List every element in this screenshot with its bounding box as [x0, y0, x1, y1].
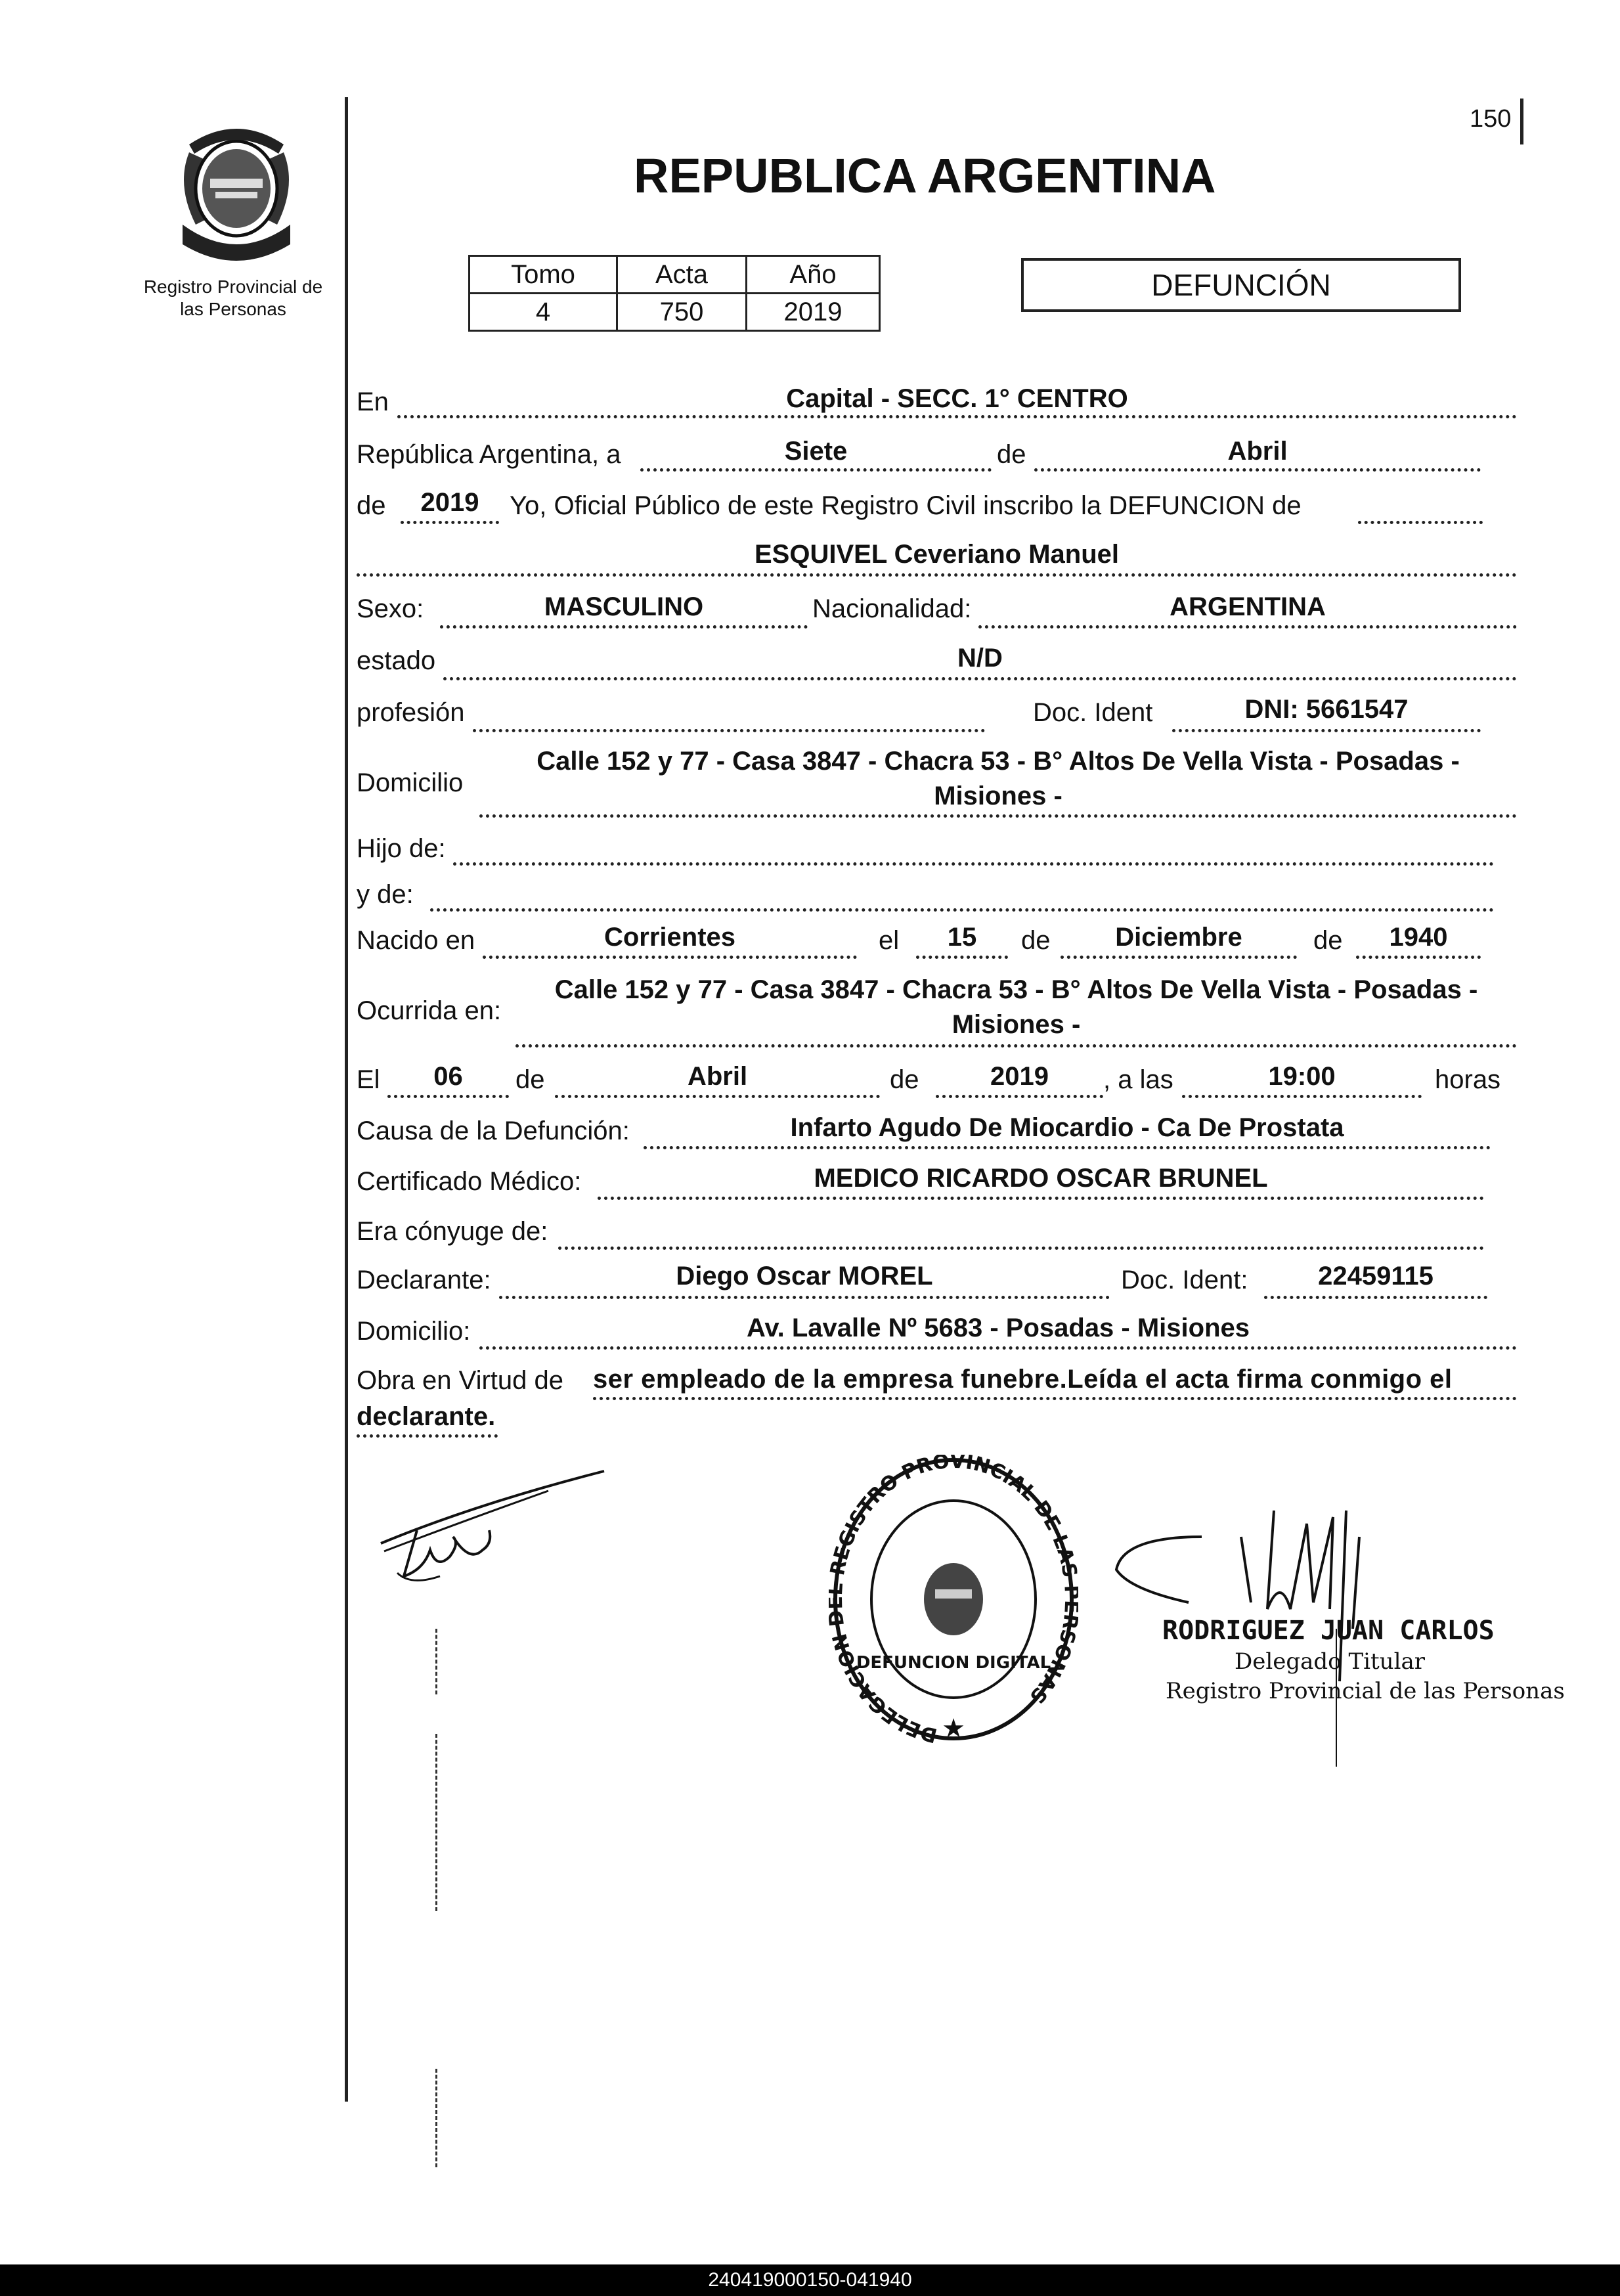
ocurrida-line2: Misiones -: [952, 1010, 1081, 1039]
dotted-line: [555, 1095, 880, 1098]
dotted-line: [430, 908, 1494, 912]
day-word-value: Siete: [784, 437, 848, 466]
label-de: de: [357, 491, 386, 520]
dotted-line: [443, 677, 1517, 680]
declarant-signature: [378, 1465, 614, 1596]
stamp-ring-text: DELEGACION EGISTRO PROVINCIAL DE LA SONAS: [829, 1455, 1078, 1747]
birth-place-value: Corrientes: [603, 923, 736, 952]
obra-line2: declarante.: [357, 1402, 496, 1431]
declarante-domicilio-value: Av. Lavalle Nº 5683 - Posadas - Misiones: [746, 1314, 1250, 1342]
dotted-line: [357, 1434, 498, 1438]
death-year-value: 2019: [990, 1062, 1049, 1091]
label-causa: Causa de la Defunción:: [357, 1116, 630, 1145]
label-y-de: y de:: [357, 880, 414, 909]
fold-line-1: [435, 1629, 437, 1694]
right-margin-line: [1520, 99, 1523, 144]
dotted-line: [1034, 468, 1481, 472]
dotted-line: [479, 814, 1517, 818]
page-number: 150: [1470, 105, 1512, 133]
label-nacido-en: Nacido en: [357, 926, 475, 955]
table-cell: 4: [470, 294, 617, 331]
table-header: Acta: [617, 256, 747, 294]
declarante-value: Diego Oscar MOREL: [676, 1262, 933, 1291]
death-time-value: 19:00: [1268, 1062, 1336, 1091]
left-margin-line: [345, 97, 348, 2102]
label-estado: estado: [357, 646, 436, 675]
official-name: RODRIGUEZ JUAN CARLOS: [1162, 1616, 1495, 1646]
certificado-value: MEDICO RICARDO OSCAR BRUNEL: [814, 1164, 1268, 1193]
stamp-inner-text: DEFUNCION DIGITAL: [856, 1653, 1051, 1673]
dotted-line: [1182, 1095, 1422, 1098]
ocurrida-line1: Calle 152 y 77 - Casa 3847 - Chacra 53 - B° Altos De Vella Vista - Posadas -: [554, 975, 1478, 1004]
label-horas: horas: [1435, 1065, 1501, 1094]
document-code: 240419000150-041940: [708, 2269, 912, 2291]
dotted-line: [1358, 521, 1483, 524]
dotted-line: [936, 1095, 1103, 1098]
label-a-las: , a las: [1103, 1065, 1173, 1094]
label-el: el: [879, 926, 900, 955]
label-declarante: Declarante:: [357, 1266, 491, 1294]
label-de: de: [997, 440, 1026, 469]
dotted-line: [473, 729, 985, 732]
dotted-line: [558, 1247, 1484, 1250]
official-stamp: [829, 1455, 1078, 1757]
month-value: Abril: [1227, 437, 1288, 466]
dotted-line: [593, 1397, 1517, 1400]
nacionalidad-value: ARGENTINA: [1170, 592, 1326, 621]
label-en: En: [357, 387, 389, 416]
label-nacionalidad: Nacionalidad:: [812, 594, 972, 623]
table-cell: 2019: [747, 294, 880, 331]
table-header: Tomo: [470, 256, 617, 294]
svg-text:★: ★: [942, 1713, 965, 1744]
registry-table: [468, 255, 881, 332]
label-de: de: [1313, 926, 1343, 955]
dotted-line: [1061, 956, 1297, 959]
label-yo: Yo, Oficial Público de este Registro Civil inscribo la DEFUNCION de: [510, 491, 1302, 520]
document-code-bar: [0, 2264, 1620, 2296]
dotted-line: [644, 1146, 1491, 1149]
dotted-line: [640, 468, 992, 472]
dotted-line: [916, 956, 1008, 959]
obra-line1: ser empleado de la empresa funebre.Leída el acta firma conmigo el: [593, 1365, 1453, 1394]
dotted-line: [515, 1044, 1517, 1048]
label-de: de: [515, 1065, 545, 1094]
domicilio-line2: Misiones -: [934, 782, 1062, 810]
label-profesion: profesión: [357, 698, 465, 727]
act-type-box: [1021, 258, 1461, 312]
dotted-line: [978, 625, 1517, 629]
death-month-value: Abril: [687, 1062, 748, 1091]
place-value: Capital - SECC. 1° CENTRO: [786, 384, 1128, 413]
dotted-line: [1172, 729, 1481, 732]
dotted-line: [1264, 1296, 1487, 1299]
label-republica: República Argentina, a: [357, 440, 621, 469]
birth-month-value: Diciembre: [1115, 923, 1242, 952]
declarante-doc-value: 22459115: [1318, 1262, 1434, 1291]
dotted-line: [483, 956, 857, 959]
birth-day-value: 15: [947, 923, 977, 952]
deceased-name: ESQUIVEL Ceveriano Manuel: [755, 540, 1119, 569]
act-type: DEFUNCIÓN: [1151, 268, 1331, 302]
registry-name: Registro Provincial de las Personas: [143, 276, 323, 319]
label-doc-ident: Doc. Ident:: [1121, 1266, 1248, 1294]
label-hijo-de: Hijo de:: [357, 834, 446, 863]
dotted-line: [357, 573, 1517, 577]
label-domicilio: Domicilio:: [357, 1317, 471, 1346]
dotted-line: [397, 415, 1517, 418]
estado-value: N/D: [957, 644, 1003, 673]
label-de: de: [1021, 926, 1051, 955]
fold-line-2: [435, 1734, 437, 1911]
causa-value: Infarto Agudo De Miocardio - Ca De Prostata: [790, 1113, 1344, 1142]
dotted-line: [1356, 956, 1481, 959]
label-certificado: Certificado Médico:: [357, 1167, 582, 1196]
country-title: REPUBLICA ARGENTINA: [634, 148, 1216, 203]
dotted-line: [598, 1197, 1484, 1200]
official-office: Registro Provincial de las Personas: [1166, 1678, 1565, 1704]
dotted-line: [401, 521, 499, 524]
year-value: 2019: [420, 488, 479, 517]
table-cell: 750: [617, 294, 747, 331]
label-el: El: [357, 1065, 380, 1094]
dotted-line: [440, 625, 808, 629]
official-role: Delegado Titular: [1235, 1648, 1425, 1675]
fold-line-3: [435, 2069, 437, 2167]
birth-year-value: 1940: [1389, 923, 1448, 952]
sexo-value: MASCULINO: [544, 592, 704, 621]
dni-value: DNI: 5661547: [1244, 695, 1409, 724]
province-logo: [163, 113, 310, 263]
dotted-line: [453, 862, 1494, 866]
dotted-line: [479, 1346, 1517, 1350]
label-obra: Obra en Virtud de: [357, 1366, 564, 1395]
label-conyuge: Era cónyuge de:: [357, 1217, 548, 1246]
dotted-line: [387, 1095, 509, 1098]
label-de: de: [890, 1065, 919, 1094]
label-ocurrida-en: Ocurrida en:: [357, 996, 502, 1025]
death-day-value: 06: [433, 1062, 463, 1091]
domicilio-line1: Calle 152 y 77 - Casa 3847 - Chacra 53 - B° Altos De Vella Vista - Posadas -: [536, 747, 1460, 776]
label-doc-ident: Doc. Ident: [1033, 698, 1153, 727]
table-header: Año: [747, 256, 880, 294]
dotted-line: [499, 1296, 1110, 1299]
label-sexo: Sexo:: [357, 594, 424, 623]
label-domicilio: Domicilio: [357, 768, 464, 797]
